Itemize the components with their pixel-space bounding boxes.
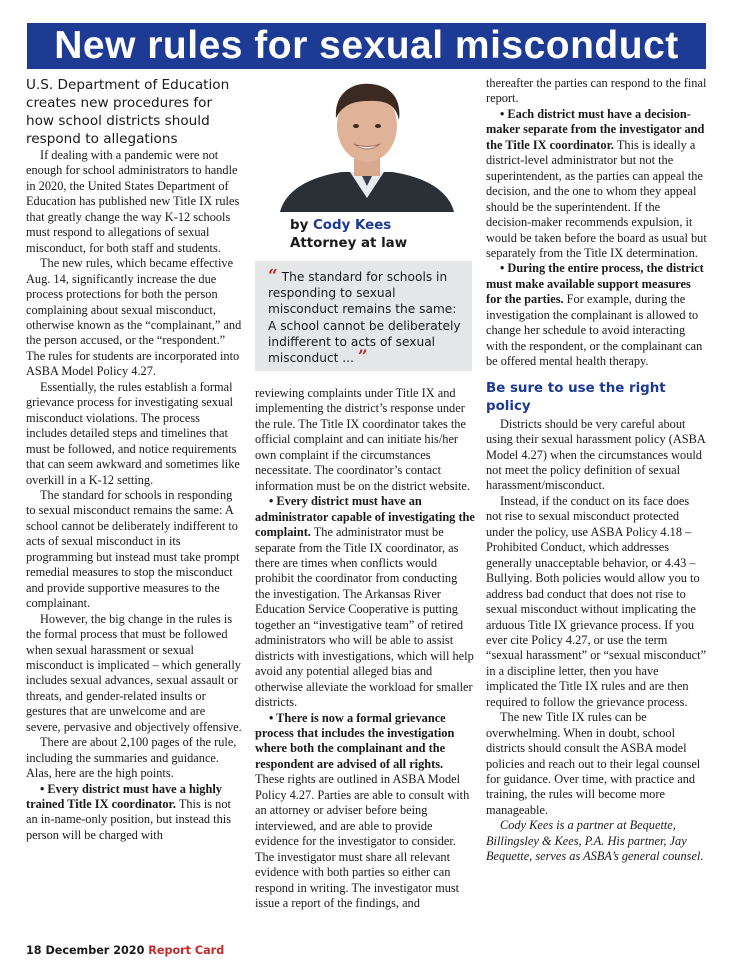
- paragraph: The new Title IX rules can be overwhelming. When in doubt, school districts should consult the ASBA model policies and reach out to their legal counsel for guidance. Over time, with practice and training, the rules will become more manageable.: [486, 710, 701, 817]
- paragraph: The standard for schools in responding to sexual misconduct remains the same: A school cannot be deliberately indifferent to acts of sexual misconduct in its programming but instead must take prompt remedial measures to stop the misconduct and provide supportive measures to the complainant.: [26, 487, 240, 611]
- paragraph: However, the big change in the rules is the formal process that must be followed when sexual harassment or sexual misconduct is implicated – which generally includes sexual advances, sexual assault or threats, and gender-related insults or gestures that are unwelcome and are severe, pervasive and objectively offensive.: [26, 611, 242, 734]
- pull-quote-text: The standard for schools in responding to sexual misconduct remains the same: A school cannot be deliberately indifferent to acts of sexual misconduct ...: [268, 270, 461, 366]
- column-3: [486, 76, 707, 865]
- paragraph: Instead, if the conduct on its face does not rise to sexual misconduct protected under the policy, use ASBA Policy 4.18 – Prohibited Conduct, which addresses generally unacceptable behavior, or 4.43 – Bullying. Both policies would allow you to address bad conduct that does not rise to sexual misconduct without implicating the arduous Title IX grievance process. If you ever cite Policy 4.27, or use the term “sexual harassment” or “sexual misconduct” in a discipline letter, then you have implicated the Title IX rules and are then required to follow the grievance process.: [486, 493, 707, 709]
- paragraph: There are about 2,100 pages of the rule, including the summaries and guidance. Alas, here are the high points.: [26, 735, 237, 781]
- paragraph: Essentially, the rules establish a formal grievance process for investigating sexual misconduct violations. The process includes detailed steps and timelines that must be followed, and notice requirements that can seem awkward and sometimes like overkill in a K-12 setting.: [26, 379, 240, 487]
- bullet-paragraph: [255, 494, 475, 710]
- bullet-lead: • Each district must have a decision-maker separate from the investigator and the Title IX coordinator.: [486, 106, 705, 152]
- author-name: Cody Kees: [312, 218, 392, 233]
- bullet-text: This is not an in-name-only position, but instead this person will be charged with: [26, 797, 232, 842]
- close-quote-icon: ”: [357, 347, 368, 368]
- bullet-text: These rights are outlined in ASBA Model Policy 4.27. Parties are able to consult with an attorney or adviser before being interviewed, and are able to provide evidence for the investigator to consider. The investigator must share all relevant evidence with both parties so either can respond in writing. The investigator must issue a report of the findings, and: [255, 772, 470, 910]
- bullet-lead: • During the entire process, the district must make available support measures for the parties.: [486, 261, 704, 307]
- bullet-paragraph: [486, 107, 707, 262]
- footer-publication: Report Card: [148, 944, 225, 957]
- paragraph: If dealing with a pandemic were not enough for school administrators to handle in 2020, the United States Department of Education has published new Title IX rules that greatly change the way K-12 schools must respond to allegations of sexual misconduct, for both staff and students.: [26, 148, 240, 255]
- paragraph: thereafter the parties can respond to the final report.: [486, 76, 707, 106]
- headline-banner: [27, 23, 706, 69]
- bullet-lead: • There is now a formal grievance process that includes the investigation where both the complainant and the respondent are advised of all rights.: [255, 710, 455, 771]
- pull-quote: [255, 261, 472, 371]
- paragraph: The new rules, which became effective Aug. 14, significantly increase the due process protections for both the person complaining about sexual misconduct, otherwise known as the “complainant,” and the person accused, or the “respondent.” The rules for students are incorporated into ASBA Model Policy 4.27.: [26, 256, 242, 379]
- paragraph: Districts should be very careful about using their sexual harassment policy (ASBA Model 4.27) when the circumstances would not meet the policy definition of sexual harassment/misconduct.: [486, 416, 706, 493]
- open-quote-icon: “: [268, 266, 278, 286]
- author-bio: [486, 818, 707, 864]
- bullet-paragraph: [255, 711, 475, 912]
- subhead: U.S. Department of Education creates new procedures for how school districts should respond to allegations: [26, 77, 230, 147]
- author-bio-text: Cody Kees is a partner at Bequette, Billingsley & Kees, P.A. His partner, Jay Bequette, serves as ASBA’s general counsel.: [486, 818, 704, 864]
- byline-line: [290, 217, 407, 235]
- section-heading: Be sure to use the right policy: [486, 380, 666, 414]
- bullet-paragraph: [486, 261, 707, 369]
- byline-prefix: by: [290, 218, 313, 233]
- column-2: [255, 386, 475, 911]
- author-photo: [272, 76, 462, 212]
- bullet-lead: • Every district must have an administrator capable of investigating the complaint.: [255, 494, 475, 540]
- byline: [290, 217, 407, 253]
- author-title: Attorney at law: [290, 236, 408, 251]
- page-footer: [26, 944, 224, 957]
- bullet-text: The administrator must be separate from the Title IX coordinator, as there are times when conflicts would prohibit the coordinator from conducting the investigation. The Arkansas River Education Service Cooperative is putting together an “investigative team” of retired administrators who will be able to assist districts with investigations, which will help avoid any potential alleged bias and otherwise alleviate the workload for smaller districts.: [255, 525, 474, 710]
- bullet-text: For example, during the investigation the complainant is allowed to change her schedule to avoid interacting with the respondent, or the complainant can be offered mental health therapy.: [486, 292, 703, 369]
- bullet-paragraph: [26, 782, 242, 844]
- bullet-text: This is ideally a district-level administrator but not the superintendent, as the parties can appeal the decision, and the one to whom they appeal should be the superintendent. If the decision-maker recommends expulsion, it would be taken before the board as usual but separately from the Title IX determination.: [486, 137, 707, 260]
- headline: New rules for sexual misconduct: [54, 24, 679, 67]
- author-portrait-image: [272, 76, 462, 212]
- bullet-lead: • Every district must have a highly trained Title IX coordinator.: [26, 781, 222, 812]
- footer-page: 18 December 2020: [26, 944, 145, 957]
- column-1: [26, 76, 242, 843]
- paragraph: reviewing complaints under Title IX and implementing the district’s response under the rule. The Title IX coordinator takes the official complaint and can initiate his/her own complaint if the circumstances necessitate. The coordinator’s contact information must be on the district website.: [255, 386, 470, 493]
